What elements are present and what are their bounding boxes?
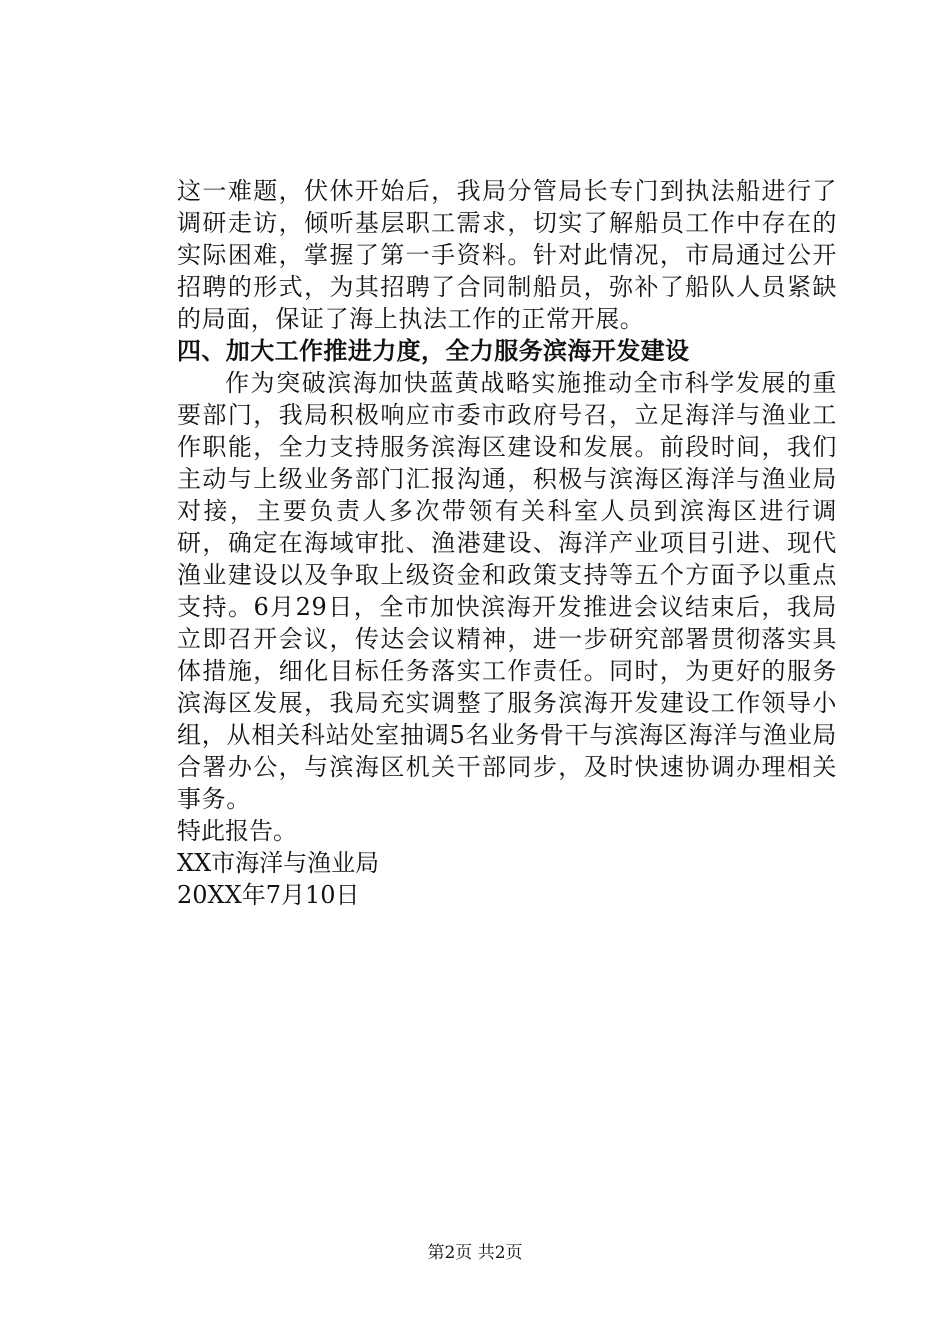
closing-report: 特此报告。 [177, 817, 297, 845]
page-footer: 第2页 共2页 [427, 1243, 523, 1263]
signature-date: 20XX年7月10日 [177, 881, 360, 909]
paragraph-continuation: 这一难题，伏休开始后，我局分管局长专门到执法船进行了调研走访，倾听基层职工需求，切实了解船员工作中存在的实际困难，掌握了第一手资料。针对此情况，市局通过公开招聘的形式，为其招聘了合同制船员，弥补了船队人员紧缺的局面，保证了海上执法工作的正常开展。 [177, 177, 837, 333]
section-heading-four [177, 335, 837, 367]
signature-organization: XX市海洋与渔业局 [177, 849, 380, 877]
document-body [177, 175, 837, 911]
paragraph-binhai: 作为突破滨海加快蓝黄战略实施推动全市科学发展的重要部门，我局积极响应市委市政府号召，立足海洋与渔业工作职能，全力支持服务滨海区建设和发展。前段时间，我们主动与上级业务部门汇报沟通，积极与滨海区海洋与渔业局对接，主要负责人多次带领有关科室人员到滨海区进行调研，确定在海域审批、渔港建设、海洋产业项目引进、现代渔业建设以及争取上级资金和政策支持等五个方面予以重点支持。6月29日，全市加快滨海开发推进会议结束后，我局立即召开会议，传达会议精神，进一步研究部署贯彻落实具体措施，细化目标任务落实工作责任。同时，为更好的服务滨海区发展，我局充实调整了服务滨海开发建设工作领导小组，从相关科站处室抽调5名业务骨干与滨海区海洋与渔业局合署办公，与滨海区机关干部同步，及时快速协调办理相关事务。 [177, 369, 837, 813]
section-heading-text: 四、加大工作推进力度，全力服务滨海开发建设 [177, 337, 690, 365]
